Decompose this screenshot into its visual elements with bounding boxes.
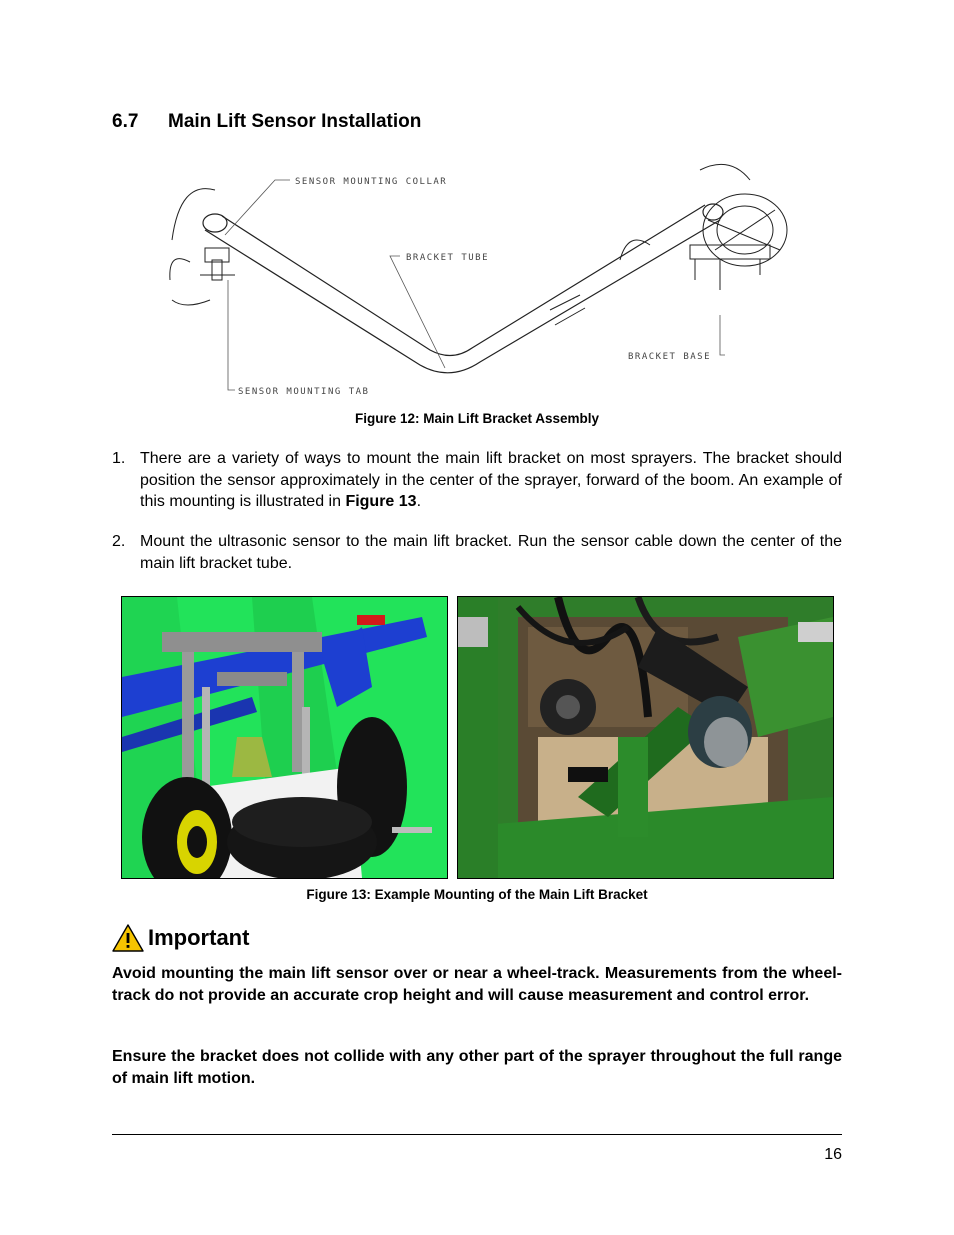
important-title: Important [148,925,250,950]
warning-icon [112,924,144,952]
section-number: 6.7 [112,111,139,132]
figure-13-reference: Figure 13 [345,493,417,510]
important-paragraph-1: Avoid mounting the main lift sensor over or near a wheel-track. Measurements from the wheel-track do not provide an accurate crop height and will cause measurement and control error. [112,965,842,1004]
important-heading [112,924,249,952]
page-number: 16 [824,1146,842,1163]
footer-rule [112,1134,842,1135]
step-2-index: 2. [112,533,126,550]
step-1-text: There are a variety of ways to mount the main lift bracket on most sprayers. The bracket should position the sensor approximately in the center of the sprayer, forward of the boom. An example of this mounting is illustrated in [140,450,842,510]
label-sensor-mounting-tab: SENSOR MOUNTING TAB [238,387,370,397]
step-2-text: Mount the ultrasonic sensor to the main lift bracket. Run the sensor cable down the center of the main lift bracket tube. [140,533,842,572]
rendered-bracket-illustration [122,597,447,878]
important-paragraph-2: Ensure the bracket does not collide with any other part of the sprayer throughout the full range of main lift motion. [112,1048,842,1087]
label-bracket-tube: BRACKET TUBE [406,253,490,263]
step-1-text-end: . [416,493,422,510]
bracket-assembly-diagram [160,150,800,405]
label-bracket-base: BRACKET BASE [628,352,712,362]
figure-13-caption: Figure 13: Example Mounting of the Main Lift Bracket [306,887,648,902]
rendered-bracket-image [121,596,448,879]
step-2 [112,531,842,574]
step-1-index: 1. [112,450,126,467]
section-heading [112,111,421,133]
section-title: Main Lift Sensor Installation [168,111,422,132]
sprayer-mount-illustration [458,597,833,878]
label-sensor-mounting-collar: SENSOR MOUNTING COLLAR [295,177,448,187]
sprayer-mount-photo [457,596,834,879]
bracket-tube-shape [203,204,723,373]
rotation-arrows [170,164,750,325]
step-1 [112,448,842,513]
sensor-collar-shape [200,248,235,280]
figure-12-caption: Figure 12: Main Lift Bracket Assembly [354,411,600,426]
